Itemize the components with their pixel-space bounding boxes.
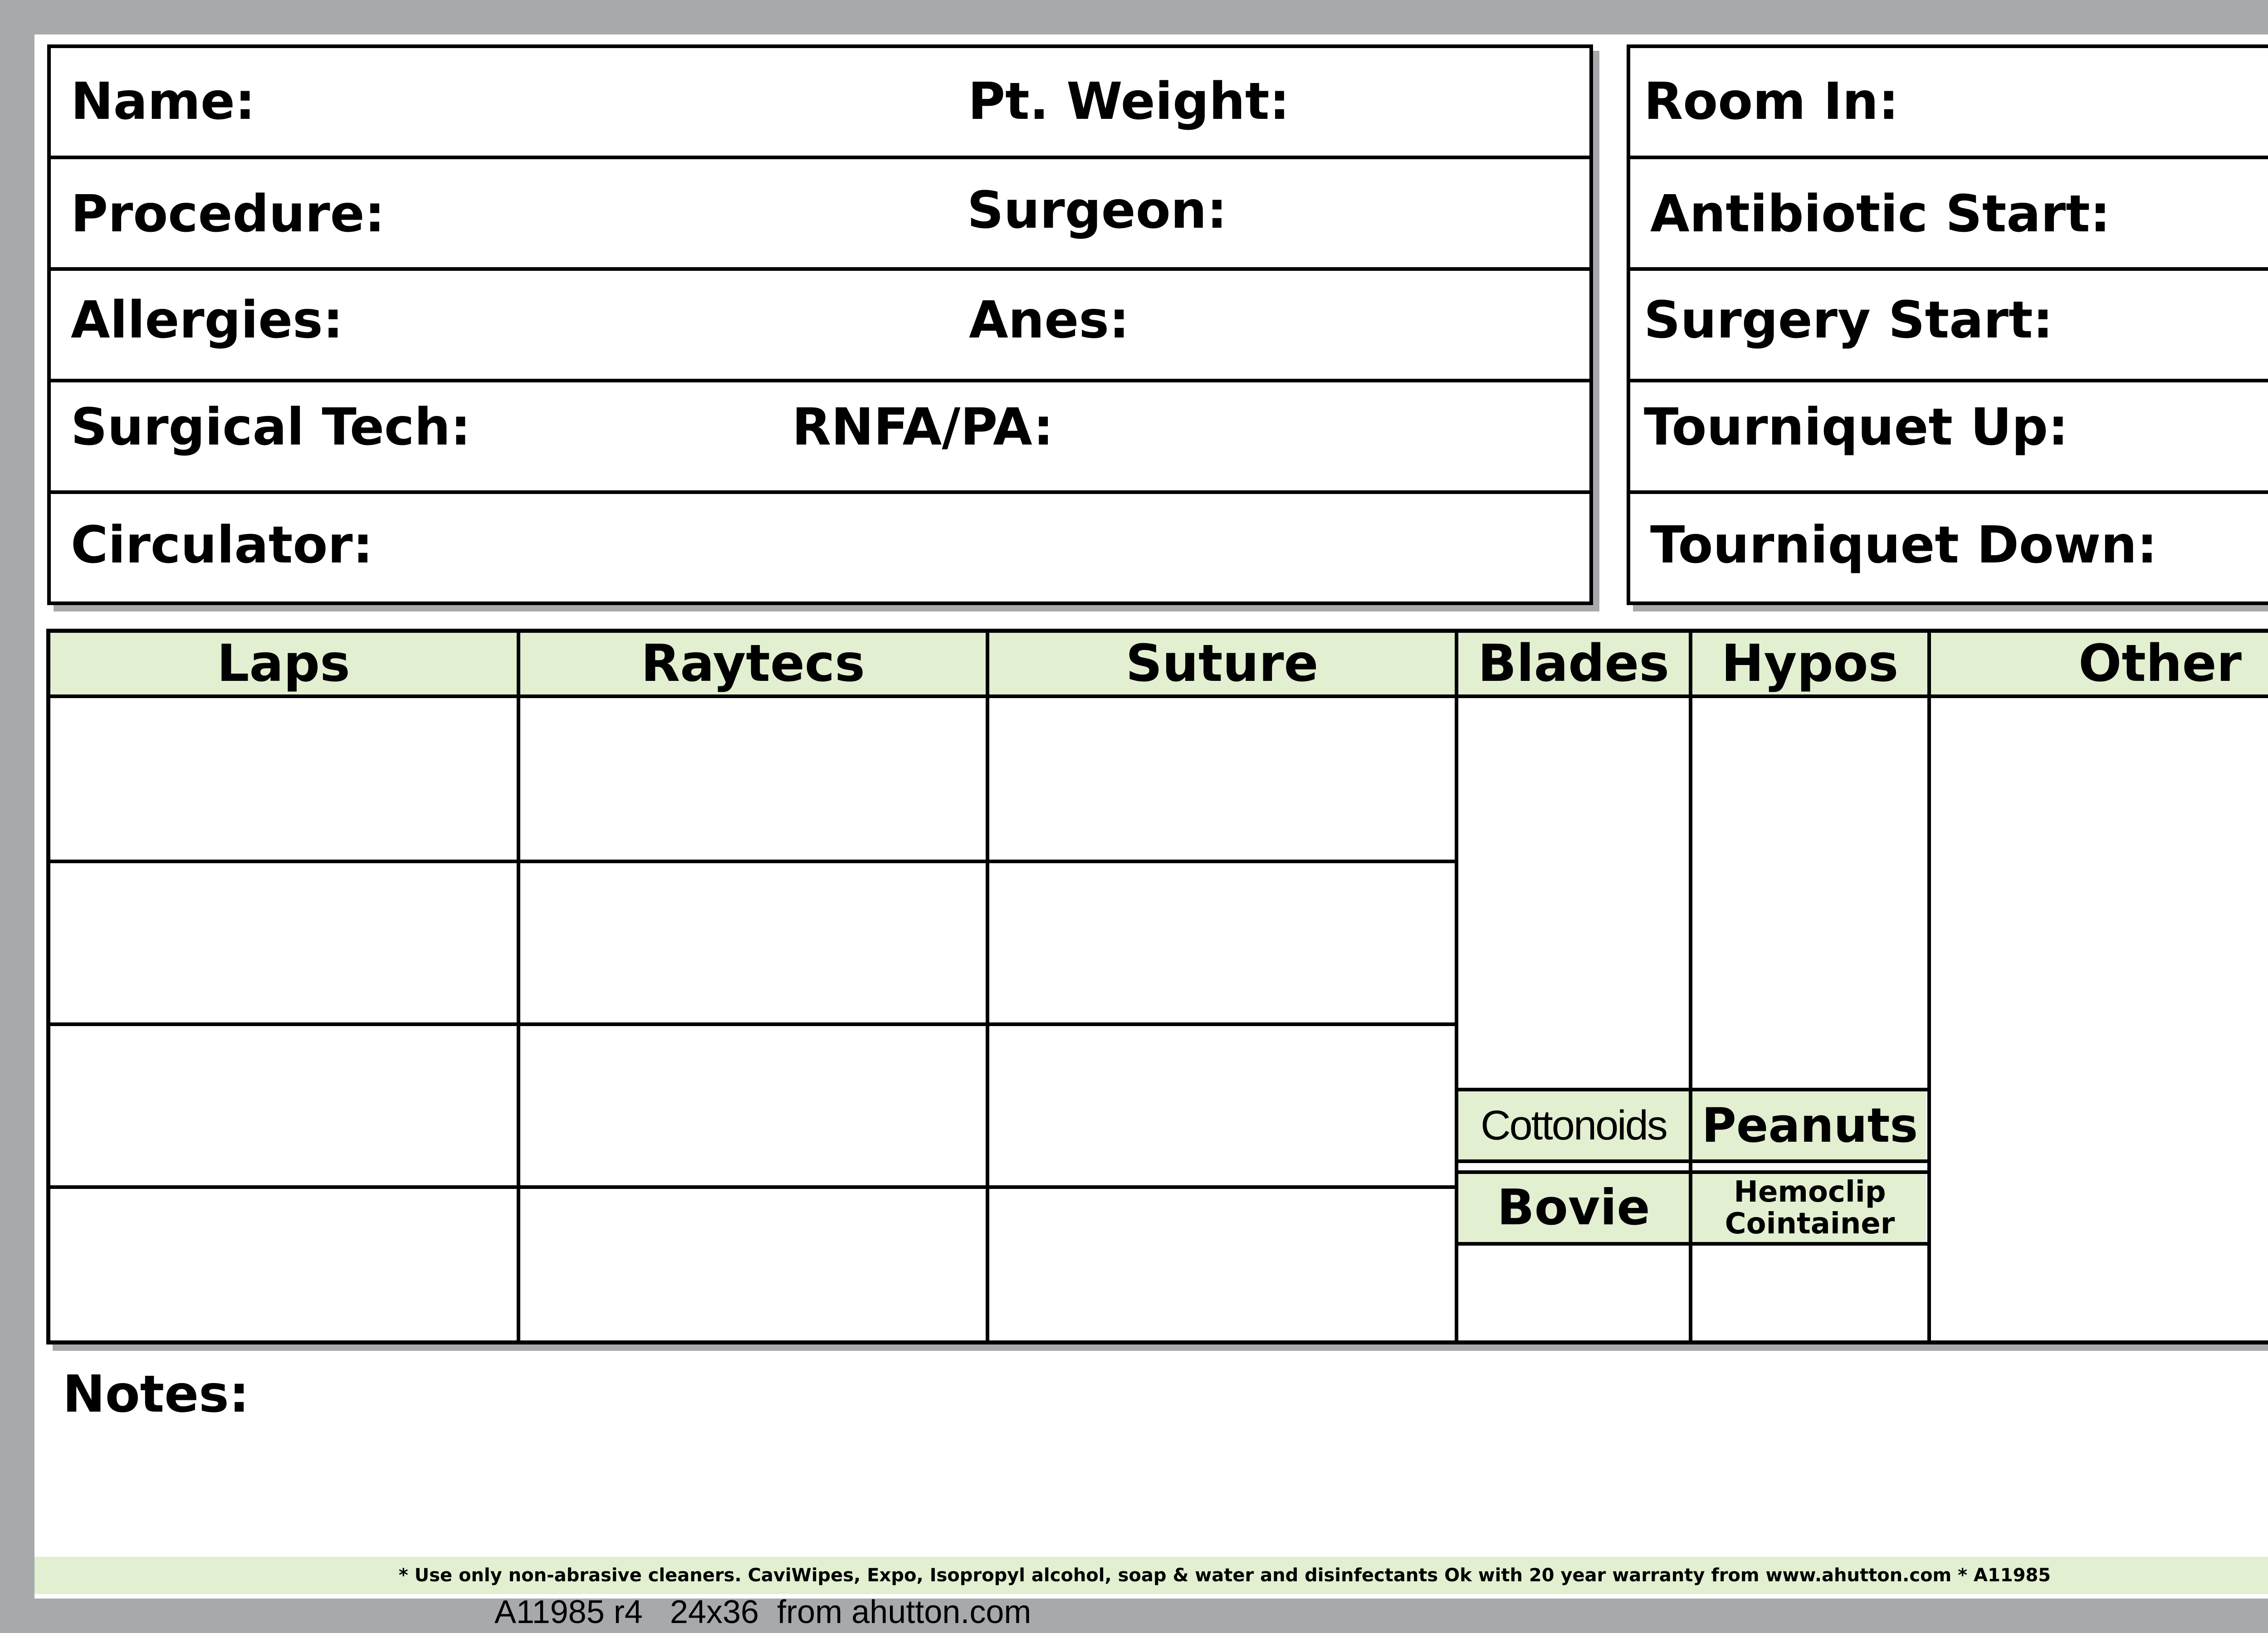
row-divider (1630, 156, 2268, 159)
hemoclip-line-1: Hemoclip (1734, 1175, 1886, 1209)
count-table (46, 629, 2268, 1345)
suture-header: Suture (1125, 634, 1319, 693)
other-header: Other (2078, 634, 2242, 693)
allergies-label: Allergies: (71, 291, 343, 350)
row-divider (51, 379, 1589, 382)
circulator-label: Circulator: (71, 516, 373, 575)
col-divider (1689, 633, 1692, 1340)
antibiotic-start-label: Antibiotic Start: (1650, 185, 2111, 244)
row-divider (1457, 1170, 1929, 1174)
row-divider (50, 1185, 1457, 1189)
hemoclip-container-label (1692, 1174, 1927, 1242)
bovie-label: Bovie (1497, 1179, 1650, 1236)
blades-header: Blades (1477, 634, 1670, 693)
row-divider (1457, 1159, 1929, 1163)
col-divider (1927, 633, 1931, 1340)
patient-info-panel (47, 44, 1593, 605)
col-divider (986, 633, 989, 1340)
col-divider (517, 633, 520, 1340)
row-divider (1457, 1242, 1929, 1246)
rnfa-label: RNFA/PA: (792, 398, 1054, 457)
room-in-label: Room In: (1644, 72, 1899, 131)
raytecs-header: Raytecs (641, 634, 865, 693)
row-divider (50, 860, 1457, 863)
hypos-header: Hypos (1721, 634, 1899, 693)
name-label: Name: (71, 72, 255, 131)
sku-label: A11985 r4 24x36 from ahutton.com (494, 1594, 1031, 1630)
whiteboard (34, 34, 2268, 1599)
anes-label: Anes: (969, 291, 1129, 350)
peanuts-label: Peanuts (1701, 1098, 1918, 1153)
tourniquet-down-label: Tourniquet Down: (1650, 516, 2157, 575)
surgical-tech-label: Surgical Tech: (71, 398, 471, 457)
col-divider (1455, 633, 1458, 1340)
tourniquet-up-label: Tourniquet Up: (1644, 398, 2068, 457)
row-divider (1630, 490, 2268, 494)
notes-label: Notes: (63, 1365, 249, 1424)
row-divider (50, 1022, 1457, 1026)
row-divider (1630, 267, 2268, 271)
weight-label: Pt. Weight: (968, 72, 1290, 131)
row-divider (1630, 379, 2268, 382)
laps-header: Laps (217, 634, 350, 693)
header-divider (50, 694, 2268, 698)
row-divider (1457, 1088, 1929, 1091)
row-divider (51, 267, 1589, 271)
surgery-start-label: Surgery Start: (1644, 291, 2053, 350)
row-divider (51, 490, 1589, 494)
procedure-label: Procedure: (71, 185, 385, 244)
cottonoids-label: Cottonoids (1481, 1102, 1667, 1149)
care-note: * Use only non-abrasive cleaners. CaviWipes, Expo, Isopropyl alcohol, soap & water and disinfectants Ok with 20 year warranty from www.ahutton.com * A11985 (398, 1565, 2051, 1586)
hemoclip-line-2: Cointainer (1725, 1207, 1895, 1241)
surgeon-label: Surgeon: (967, 181, 1227, 240)
row-divider (51, 156, 1589, 159)
times-panel (1627, 44, 2268, 605)
